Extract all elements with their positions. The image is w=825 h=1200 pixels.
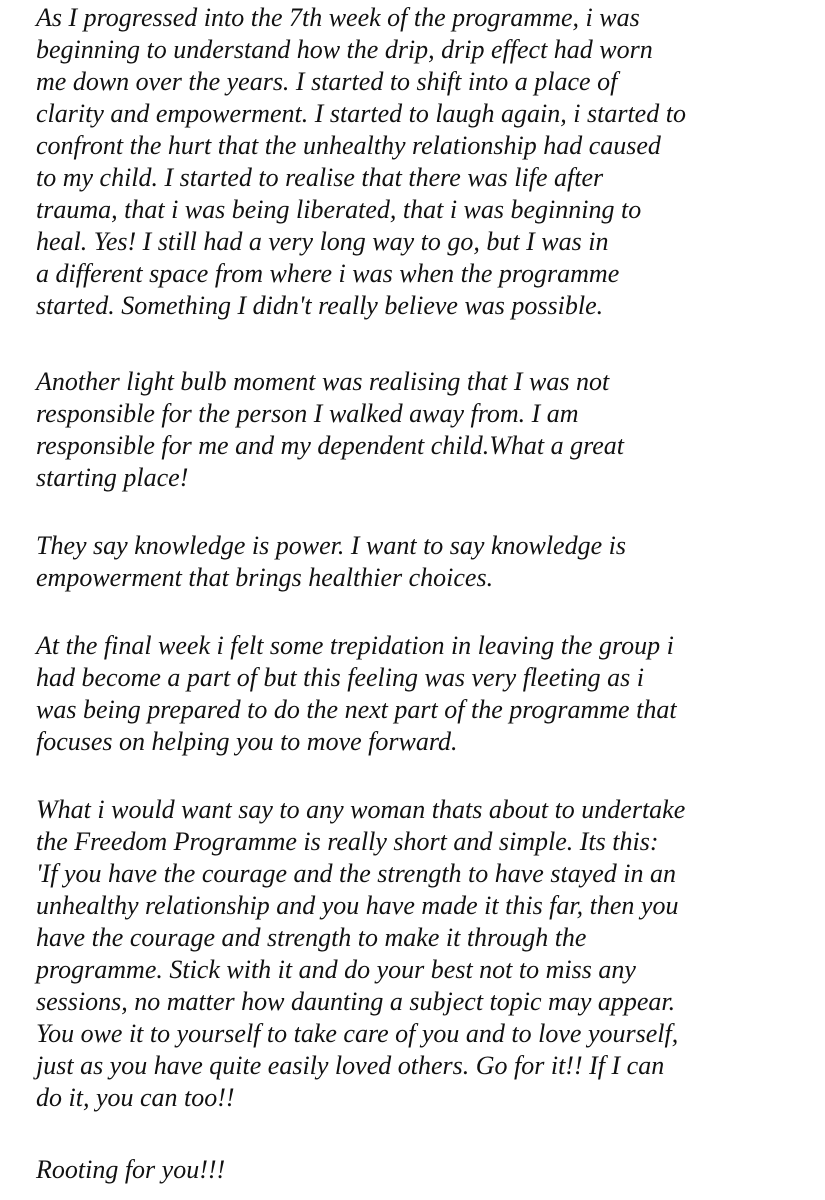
text-line: unhealthy relationship and you have made it this far, then you bbox=[36, 891, 679, 920]
text-line: responsible for the person I walked away from. I am bbox=[36, 399, 579, 428]
text-line: As I progressed into the 7th week of the programme, i was bbox=[36, 3, 640, 32]
text-line: starting place! bbox=[36, 463, 189, 492]
text-line: just as you have quite easily loved others. Go for it!! If I can bbox=[36, 1051, 665, 1080]
text-line: to my child. I started to realise that there was life after bbox=[36, 163, 604, 192]
text-line: do it, you can too!! bbox=[36, 1083, 235, 1112]
text-line: focuses on helping you to move forward. bbox=[36, 727, 458, 756]
text-line: empowerment that brings healthier choices. bbox=[36, 563, 494, 592]
text-line: beginning to understand how the drip, drip effect had worn bbox=[36, 35, 653, 64]
text-line: the Freedom Programme is really short and simple. Its this: bbox=[36, 827, 659, 856]
text-line: a different space from where i was when the programme bbox=[36, 259, 620, 288]
text-line: clarity and empowerment. I started to laugh again, i started to bbox=[36, 99, 686, 128]
text-line: sessions, no matter how daunting a subject topic may appear. bbox=[36, 987, 676, 1016]
closing-line: Rooting for you!!! bbox=[36, 1155, 226, 1184]
text-line: confront the hurt that the unhealthy relationship had caused bbox=[36, 131, 661, 160]
text-line: started. Something I didn't really believe was possible. bbox=[36, 291, 604, 320]
text-line: have the courage and strength to make it through the bbox=[36, 923, 587, 952]
text-line: had become a part of but this feeling was very fleeting as i bbox=[36, 663, 645, 692]
text-line: responsible for me and my dependent child.What a great bbox=[36, 431, 625, 460]
text-line: trauma, that i was being liberated, that i was beginning to bbox=[36, 195, 642, 224]
text-line: 'If you have the courage and the strength to have stayed in an bbox=[36, 859, 676, 888]
text-line: programme. Stick with it and do your best not to miss any bbox=[36, 955, 636, 984]
text-line: me down over the years. I started to shift into a place of bbox=[36, 67, 618, 96]
text-line: They say knowledge is power. I want to say knowledge is bbox=[36, 531, 626, 560]
text-line: What i would want say to any woman thats about to undertake bbox=[36, 795, 686, 824]
text-line: heal. Yes! I still had a very long way to go, but I was in bbox=[36, 227, 609, 256]
text-line: Another light bulb moment was realising that I was not bbox=[36, 367, 610, 396]
text-line: At the final week i felt some trepidation in leaving the group i bbox=[36, 631, 674, 660]
text-line: You owe it to yourself to take care of you and to love yourself, bbox=[36, 1019, 679, 1048]
text-line: was being prepared to do the next part of the programme that bbox=[36, 695, 677, 724]
